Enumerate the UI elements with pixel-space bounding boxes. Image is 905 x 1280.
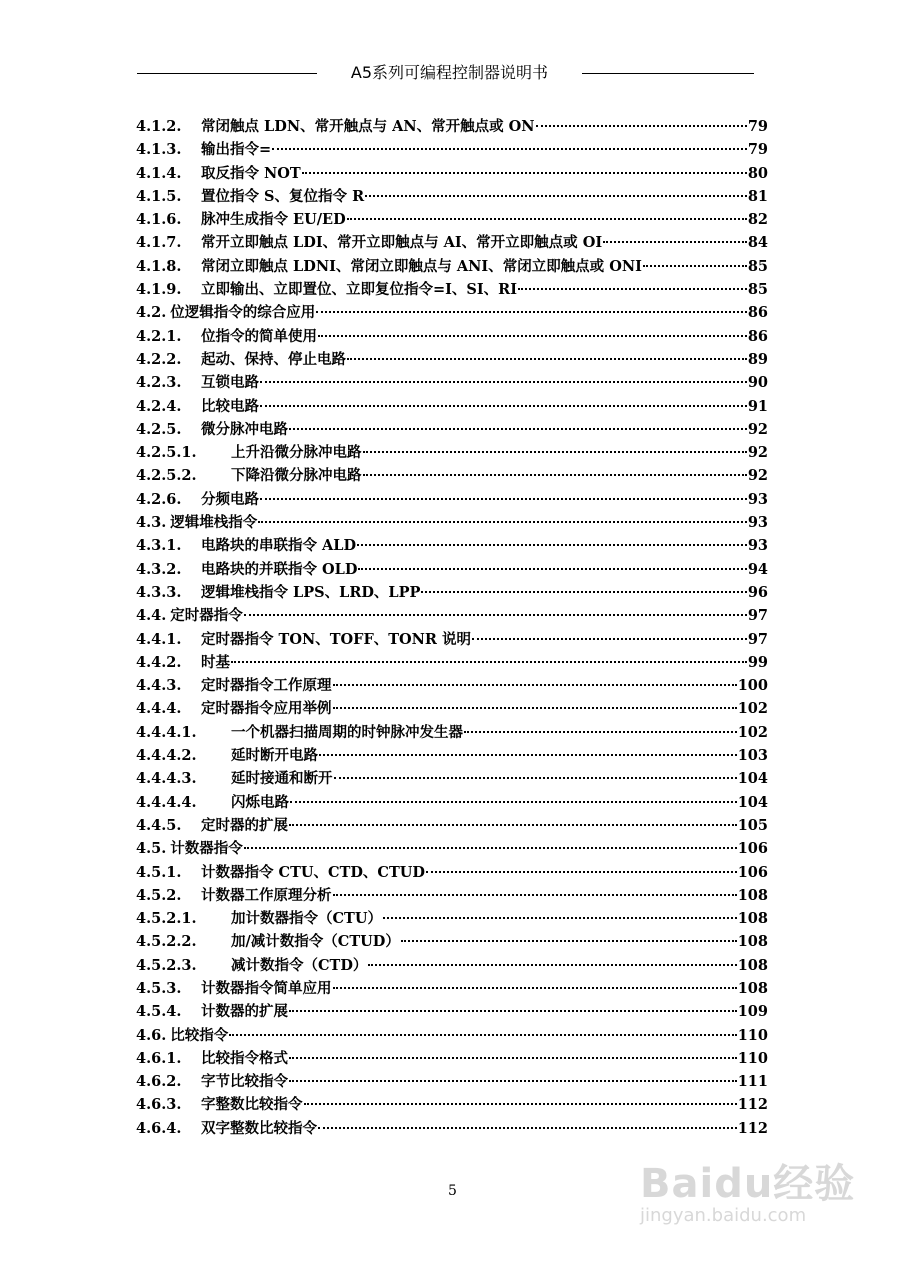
- toc-entry[interactable]: [136, 604, 768, 627]
- toc-entry-title: 定时器指令 TON、TOFF、TONR 说明: [201, 630, 472, 648]
- toc-entry-number: 4.1.6.: [136, 211, 182, 229]
- toc-entry-number: 4.2.6.: [136, 490, 182, 508]
- toc-entry-page: 84: [747, 234, 768, 252]
- toc-entry-number: 4.5.1.: [136, 863, 182, 881]
- toc-entry-title: 双字整数比较指令: [201, 1119, 317, 1137]
- toc-entry-title: 比较指令: [170, 1026, 229, 1044]
- toc-entry-page: 85: [747, 281, 768, 299]
- toc-entry-page: 93: [747, 490, 768, 508]
- toc-dot-leader: [260, 498, 747, 500]
- toc-dot-leader: [289, 1080, 737, 1082]
- toc-entry-title: 微分脉冲电路: [201, 420, 288, 438]
- toc-entry-title: 电路块的串联指令 ALD: [201, 537, 357, 555]
- toc-entry-number: 4.2.5.2.: [136, 467, 197, 485]
- toc-entry-number: 4.2.: [136, 304, 167, 322]
- toc-entry-title: 互锁电路: [201, 374, 259, 392]
- toc-dot-leader: [229, 1034, 736, 1036]
- toc-dot-leader: [368, 964, 736, 966]
- toc-dot-leader: [358, 568, 746, 570]
- toc-entry-number: 4.6.1.: [136, 1049, 182, 1067]
- toc-dot-leader: [319, 754, 737, 756]
- toc-entry-number: 4.2.5.1.: [136, 444, 197, 462]
- toc-entry-title: 一个机器扫描周期的时钟脉冲发生器: [231, 723, 463, 741]
- toc-dot-leader: [333, 987, 737, 989]
- toc-dot-leader: [260, 405, 747, 407]
- toc-entry[interactable]: [136, 837, 768, 860]
- toc-entry[interactable]: [136, 744, 768, 767]
- toc-entry[interactable]: [136, 884, 768, 907]
- toc-entry-page: 112: [737, 1096, 768, 1114]
- toc-dot-leader: [334, 777, 737, 779]
- toc-entry-title: 下降沿微分脉冲电路: [231, 467, 362, 485]
- toc-entry-number: 4.4.2.: [136, 653, 182, 671]
- toc-entry[interactable]: [136, 115, 768, 138]
- toc-dot-leader: [318, 1127, 737, 1129]
- toc-entry-number: 4.6.3.: [136, 1096, 182, 1114]
- toc-entry-title: 加/减计数指令（CTUD）: [231, 933, 400, 951]
- toc-entry-page: 86: [747, 327, 768, 345]
- toc-entry-page: 92: [747, 444, 768, 462]
- toc-entry-page: 106: [737, 863, 768, 881]
- toc-entry[interactable]: [136, 255, 768, 278]
- toc-entry-title: 计数器指令简单应用: [201, 979, 332, 997]
- toc-entry-title: 减计数指令（CTD）: [231, 956, 368, 974]
- toc-entry[interactable]: [136, 791, 768, 814]
- watermark-logo: Baidu经验: [640, 1161, 856, 1207]
- toc-dot-leader: [518, 288, 747, 290]
- toc-entry-number: 4.1.3.: [136, 141, 182, 159]
- toc-dot-leader: [333, 707, 737, 709]
- toc-entry[interactable]: [136, 1117, 768, 1140]
- watermark: [640, 1152, 880, 1247]
- toc-entry-page: 93: [747, 537, 768, 555]
- toc-entry-page: 86: [747, 304, 768, 322]
- toc-entry-page: 108: [737, 979, 768, 997]
- toc-entry[interactable]: [136, 1093, 768, 1116]
- toc-entry-title: 取反指令 NOT: [201, 164, 301, 182]
- toc-entry-title: 常闭触点 LDN、常开触点与 AN、常开触点或 ON: [201, 118, 535, 135]
- toc-entry[interactable]: [136, 395, 768, 418]
- toc-entry[interactable]: [136, 371, 768, 394]
- toc-dot-leader: [365, 195, 747, 197]
- toc-dot-leader: [426, 871, 737, 873]
- toc-entry[interactable]: [136, 1070, 768, 1093]
- toc-entry[interactable]: [136, 814, 768, 837]
- toc-dot-leader: [258, 521, 747, 523]
- toc-entry-page: 106: [737, 840, 768, 858]
- toc-entry-number: 4.2.3.: [136, 374, 182, 392]
- toc-entry[interactable]: [136, 930, 768, 953]
- toc-entry-title: 字整数比较指令: [201, 1096, 303, 1114]
- toc-dot-leader: [363, 474, 747, 476]
- toc-entry-page: 108: [737, 910, 768, 928]
- toc-entry[interactable]: [136, 278, 768, 301]
- toc-entry[interactable]: [136, 162, 768, 185]
- toc-entry-title: 加计数器指令（CTU）: [231, 910, 382, 928]
- toc-entry-page: 92: [747, 420, 768, 438]
- toc-entry-page: 97: [747, 630, 768, 648]
- toc-dot-leader: [333, 894, 737, 896]
- toc-entry[interactable]: [136, 418, 768, 441]
- toc-entry-number: 4.5.3.: [136, 979, 182, 997]
- toc-entry[interactable]: [136, 185, 768, 208]
- toc-entry[interactable]: [136, 907, 768, 930]
- toc-dot-leader: [244, 614, 747, 616]
- toc-entry[interactable]: [136, 301, 768, 324]
- toc-entry-title: 闪烁电路: [231, 793, 289, 811]
- toc-dot-leader: [289, 1010, 737, 1012]
- toc-entry-number: 4.1.5.: [136, 187, 182, 205]
- toc-entry[interactable]: [136, 628, 768, 651]
- toc-entry-page: 89: [747, 350, 768, 368]
- toc-entry-number: 4.2.4.: [136, 397, 182, 415]
- toc-entry-number: 4.4.4.2.: [136, 747, 197, 765]
- toc-dot-leader: [363, 451, 747, 453]
- toc-dot-leader: [383, 917, 737, 919]
- toc-entry-number: 4.4.5.: [136, 816, 182, 834]
- toc-entry-number: 4.4.3.: [136, 677, 182, 695]
- toc-entry-page: 105: [737, 816, 768, 834]
- toc-entry-page: 90: [747, 374, 768, 392]
- toc-entry-page: 79: [747, 141, 768, 159]
- toc-entry-number: 4.3.3.: [136, 583, 182, 601]
- toc-dot-leader: [272, 148, 747, 150]
- toc-entry-title: 定时器指令应用举例: [201, 700, 332, 718]
- toc-entry-title: 上升沿微分脉冲电路: [231, 444, 362, 462]
- toc-dot-leader: [289, 1057, 737, 1059]
- toc-entry-number: 4.6.4.: [136, 1119, 182, 1137]
- watermark-url: jingyan.baidu.com: [640, 1205, 807, 1226]
- toc-entry[interactable]: [136, 651, 768, 674]
- toc-entry-page: 111: [737, 1073, 768, 1091]
- toc-entry-page: 82: [747, 211, 768, 229]
- header-rule-left: [137, 73, 317, 74]
- toc-entry[interactable]: [136, 861, 768, 884]
- toc-entry-number: 4.1.9.: [136, 281, 182, 299]
- toc-entry-number: 4.3.2.: [136, 560, 182, 578]
- toc-dot-leader: [333, 684, 737, 686]
- toc-dot-leader: [260, 381, 747, 383]
- toc-dot-leader: [318, 335, 747, 337]
- toc-entry-title: 位指令的简单使用: [201, 327, 317, 345]
- toc-entry[interactable]: [136, 767, 768, 790]
- toc-entry-title: 字节比较指令: [201, 1073, 288, 1091]
- toc-entry-title: 定时器的扩展: [201, 816, 288, 834]
- toc-entry-number: 4.5.2.2.: [136, 933, 197, 951]
- toc-entry-number: 4.4.4.: [136, 700, 182, 718]
- toc-entry-number: 4.4.4.1.: [136, 723, 197, 741]
- toc-entry-page: 92: [747, 467, 768, 485]
- toc-entry-title: 逻辑堆栈指令: [170, 514, 258, 532]
- toc-dot-leader: [357, 544, 747, 546]
- toc-entry-page: 99: [747, 653, 768, 671]
- toc-entry-title: 位逻辑指令的综合应用: [170, 304, 316, 322]
- toc-entry[interactable]: [136, 954, 768, 977]
- toc-entry[interactable]: [136, 511, 768, 534]
- toc-dot-leader: [316, 311, 747, 313]
- toc-dot-leader: [401, 940, 737, 942]
- toc-entry-page: 85: [747, 257, 768, 275]
- toc-entry-title: 延时接通和断开: [231, 770, 333, 788]
- toc-entry-page: 97: [747, 607, 768, 625]
- toc-entry[interactable]: [136, 325, 768, 348]
- toc-entry[interactable]: [136, 138, 768, 161]
- toc-entry-title: 定时器指令工作原理: [201, 677, 332, 695]
- toc-entry-title: 电路块的并联指令 OLD: [201, 560, 358, 578]
- toc-entry-number: 4.4.1.: [136, 630, 182, 648]
- toc-entry[interactable]: [136, 721, 768, 744]
- toc-entry-title: 脉冲生成指令 EU/ED: [201, 211, 346, 229]
- toc-entry-number: 4.5.4.: [136, 1003, 182, 1021]
- toc-entry-number: 4.2.1.: [136, 327, 182, 345]
- toc-entry[interactable]: [136, 1000, 768, 1023]
- page-header: [0, 62, 905, 92]
- toc-entry[interactable]: [136, 1024, 768, 1047]
- toc-entry-number: 4.3.1.: [136, 537, 182, 555]
- toc-entry-number: 4.4.4.3.: [136, 770, 197, 788]
- toc-entry-page: 108: [737, 933, 768, 951]
- toc-entry-page: 93: [747, 514, 768, 532]
- toc-entry-number: 4.1.4.: [136, 164, 182, 182]
- toc-entry-page: 108: [737, 956, 768, 974]
- toc-entry-page: 80: [747, 164, 768, 182]
- toc-entry-page: 79: [747, 118, 768, 135]
- toc-entry[interactable]: [136, 208, 768, 231]
- toc-entry-page: 100: [737, 677, 768, 695]
- toc-entry-page: 110: [737, 1026, 768, 1044]
- toc-entry[interactable]: [136, 488, 768, 511]
- toc-dot-leader: [347, 218, 747, 220]
- toc-entry-page: 108: [737, 886, 768, 904]
- toc-entry-number: 4.6.: [136, 1026, 167, 1044]
- toc-entry-title: 延时断开电路: [231, 747, 318, 765]
- toc-entry[interactable]: [136, 464, 768, 487]
- toc-entry-number: 4.2.2.: [136, 350, 182, 368]
- toc-entry-title: 常闭立即触点 LDNI、常闭立即触点与 ANI、常闭立即触点或 ONI: [201, 257, 642, 275]
- toc-entry-page: 112: [737, 1119, 768, 1137]
- toc-entry-title: 输出指令=: [201, 141, 272, 159]
- toc-entry[interactable]: [136, 231, 768, 254]
- toc-entry-page: 110: [737, 1049, 768, 1067]
- toc-dot-leader: [289, 428, 747, 430]
- toc-entry-number: 4.5.: [136, 840, 167, 858]
- toc-dot-leader: [289, 824, 737, 826]
- toc-entry-page: 81: [747, 187, 768, 205]
- toc-entry[interactable]: [136, 1047, 768, 1070]
- toc-dot-leader: [603, 241, 747, 243]
- toc-entry-page: 102: [737, 723, 768, 741]
- toc-entry-title: 计数器工作原理分析: [201, 886, 332, 904]
- toc-dot-leader: [304, 1103, 737, 1105]
- toc-entry[interactable]: [136, 697, 768, 720]
- toc-entry-page: 94: [747, 560, 768, 578]
- toc-dot-leader: [347, 358, 747, 360]
- toc-entry-title: 起动、保持、停止电路: [201, 350, 346, 368]
- toc-entry[interactable]: [136, 977, 768, 1000]
- toc-entry-title: 比较电路: [201, 397, 259, 415]
- toc-entry-title: 计数器指令: [170, 840, 243, 858]
- toc-entry[interactable]: [136, 441, 768, 464]
- toc-entry-title: 定时器指令: [170, 607, 243, 625]
- toc-entry-number: 4.5.2.1.: [136, 910, 197, 928]
- toc-dot-leader: [302, 172, 747, 174]
- toc-entry-number: 4.1.2.: [136, 118, 182, 135]
- page-number: 5: [448, 1183, 457, 1199]
- toc-entry-number: 4.1.8.: [136, 257, 182, 275]
- toc-dot-leader: [290, 801, 737, 803]
- toc-dot-leader: [472, 638, 747, 640]
- toc-entry-title: 分频电路: [201, 490, 259, 508]
- toc-entry-title: 计数器指令 CTU、CTD、CTUD: [201, 863, 425, 881]
- toc-dot-leader: [231, 661, 747, 663]
- toc-entry-page: 104: [737, 793, 768, 811]
- toc-entry-title: 时基: [201, 653, 230, 671]
- toc-entry-title: 比较指令格式: [201, 1049, 288, 1067]
- toc-entry-title: 立即输出、立即置位、立即复位指令=I、SI、RI: [201, 281, 518, 299]
- toc-entry-number: 4.4.: [136, 607, 167, 625]
- toc-dot-leader: [643, 265, 747, 267]
- toc-entry-page: 91: [747, 397, 768, 415]
- toc-entry[interactable]: [136, 534, 768, 557]
- toc-entry[interactable]: [136, 348, 768, 371]
- toc-entry-title: 逻辑堆栈指令 LPS、LRD、LPP: [201, 583, 421, 601]
- toc-entry-page: 102: [737, 700, 768, 718]
- toc-entry-number: 4.4.4.4.: [136, 793, 197, 811]
- toc-dot-leader: [464, 731, 737, 733]
- toc-entry-number: 4.6.2.: [136, 1073, 182, 1091]
- toc-entry-title: 置位指令 S、复位指令 R: [201, 187, 365, 205]
- toc-entry-page: 104: [737, 770, 768, 788]
- toc-entry-number: 4.1.7.: [136, 234, 182, 252]
- toc-entry-title: 计数器的扩展: [201, 1003, 288, 1021]
- toc-entry-title: 常开立即触点 LDI、常开立即触点与 AI、常开立即触点或 OI: [201, 234, 603, 252]
- toc-entry-page: 109: [737, 1003, 768, 1021]
- toc-entry-number: 4.5.2.3.: [136, 956, 197, 974]
- toc-entry[interactable]: [136, 558, 768, 581]
- table-of-contents: [136, 115, 768, 1140]
- toc-entry-page: 103: [737, 747, 768, 765]
- toc-entry[interactable]: [136, 674, 768, 697]
- toc-entry-number: 4.3.: [136, 514, 167, 532]
- header-rule-right: [582, 73, 754, 74]
- toc-entry[interactable]: [136, 581, 768, 604]
- toc-entry-number: 4.5.2.: [136, 886, 182, 904]
- toc-entry-number: 4.2.5.: [136, 420, 182, 438]
- toc-dot-leader: [421, 591, 746, 593]
- toc-dot-leader: [536, 125, 747, 127]
- toc-dot-leader: [244, 847, 737, 849]
- header-title: A5系列可编程控制器说明书: [350, 63, 549, 82]
- toc-entry-page: 96: [747, 583, 768, 601]
